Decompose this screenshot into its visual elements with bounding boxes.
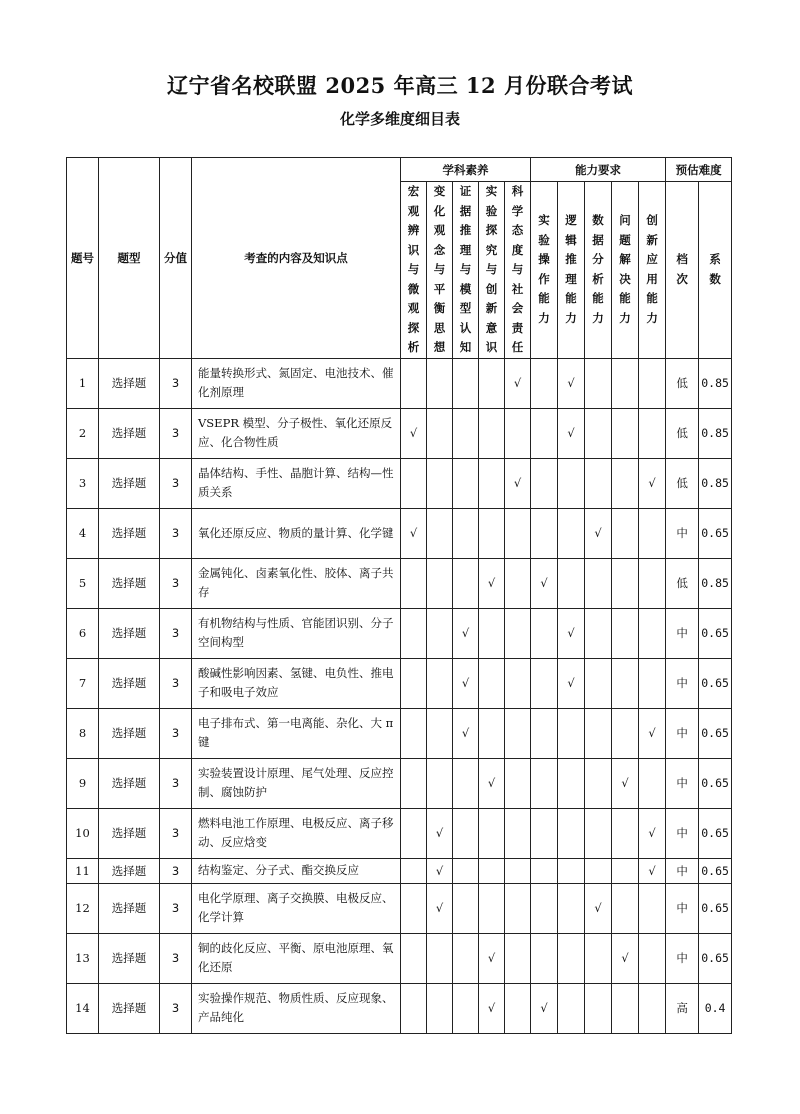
header-literacy-col: 变化观念与平衡思想: [427, 182, 453, 359]
table-body: [67, 358, 732, 1033]
table-row: [67, 408, 732, 458]
ability-check-cell: [585, 358, 612, 408]
row-content: 结构鉴定、分子式、酯交换反应: [192, 858, 401, 883]
header-difficulty: 预估难度: [666, 158, 732, 182]
ability-check-cell: [639, 758, 666, 808]
literacy-check-cell: [427, 608, 453, 658]
row-score: 3: [160, 608, 192, 658]
row-level: 中: [666, 933, 699, 983]
ability-check-cell: [531, 883, 558, 933]
row-type: 选择题: [99, 608, 160, 658]
header-ability-col: 问题解决能力: [612, 182, 639, 359]
ability-check-cell: √: [585, 508, 612, 558]
literacy-check-cell: [453, 758, 479, 808]
ability-check-cell: [531, 858, 558, 883]
header-ability: 能力要求: [531, 158, 666, 182]
ability-check-cell: [585, 933, 612, 983]
ability-check-cell: [558, 558, 585, 608]
ability-check-cell: [585, 983, 612, 1033]
literacy-check-cell: [427, 508, 453, 558]
ability-check-cell: [639, 608, 666, 658]
table-row: [67, 358, 732, 408]
literacy-check-cell: [453, 558, 479, 608]
ability-check-cell: [558, 708, 585, 758]
literacy-check-cell: √: [401, 408, 427, 458]
row-score: 3: [160, 558, 192, 608]
ability-check-cell: √: [558, 408, 585, 458]
ability-check-cell: √: [639, 858, 666, 883]
table-row: [67, 858, 732, 883]
literacy-check-cell: [505, 708, 531, 758]
literacy-check-cell: [401, 658, 427, 708]
row-number: 6: [67, 608, 99, 658]
ability-check-cell: √: [639, 808, 666, 858]
literacy-check-cell: [401, 358, 427, 408]
row-number: 7: [67, 658, 99, 708]
ability-check-cell: [639, 658, 666, 708]
literacy-check-cell: [453, 508, 479, 558]
page-subtitle: 化学多维度细目表: [339, 110, 460, 128]
ability-check-cell: [558, 458, 585, 508]
literacy-check-cell: [453, 883, 479, 933]
literacy-check-cell: [479, 358, 505, 408]
row-score: 3: [160, 408, 192, 458]
literacy-check-cell: [453, 858, 479, 883]
header-literacy-col: 证据推理与模型认知: [453, 182, 479, 359]
ability-check-cell: √: [639, 458, 666, 508]
ability-check-cell: [639, 983, 666, 1033]
row-level: 中: [666, 858, 699, 883]
ability-check-cell: [531, 508, 558, 558]
row-coefficient: 0.65: [699, 658, 732, 708]
row-number: 4: [67, 508, 99, 558]
row-content: 能量转换形式、氮固定、电池技术、催化剂原理: [192, 358, 401, 408]
literacy-check-cell: [401, 858, 427, 883]
literacy-check-cell: [401, 883, 427, 933]
row-number: 2: [67, 408, 99, 458]
literacy-check-cell: [427, 558, 453, 608]
header-ability-col: 实验操作能力: [531, 182, 558, 359]
ability-check-cell: √: [585, 883, 612, 933]
row-type: 选择题: [99, 458, 160, 508]
row-level: 中: [666, 758, 699, 808]
literacy-check-cell: [401, 808, 427, 858]
literacy-check-cell: [479, 608, 505, 658]
row-score: 3: [160, 858, 192, 883]
ability-check-cell: √: [612, 758, 639, 808]
ability-check-cell: [585, 458, 612, 508]
ability-check-cell: [558, 508, 585, 558]
literacy-check-cell: √: [453, 608, 479, 658]
table-row: [67, 458, 732, 508]
ability-check-cell: [612, 408, 639, 458]
row-score: 3: [160, 883, 192, 933]
literacy-check-cell: [427, 933, 453, 983]
literacy-check-cell: [505, 658, 531, 708]
row-coefficient: 0.85: [699, 408, 732, 458]
literacy-check-cell: [479, 858, 505, 883]
row-content: 电子排布式、第一电离能、杂化、大 π 键: [192, 708, 401, 758]
header-level: 档次: [666, 182, 699, 359]
row-coefficient: 0.65: [699, 708, 732, 758]
ability-check-cell: √: [558, 608, 585, 658]
row-number: 13: [67, 933, 99, 983]
ability-check-cell: [639, 883, 666, 933]
row-coefficient: 0.65: [699, 608, 732, 658]
row-content: 燃料电池工作原理、电极反应、离子移动、反应焓变: [192, 808, 401, 858]
ability-check-cell: [639, 558, 666, 608]
literacy-check-cell: [427, 658, 453, 708]
literacy-check-cell: [479, 708, 505, 758]
row-coefficient: 0.4: [699, 983, 732, 1033]
literacy-check-cell: [479, 458, 505, 508]
row-content: 实验装置设计原理、尾气处理、反应控制、腐蚀防护: [192, 758, 401, 808]
table-row: [67, 508, 732, 558]
table-row: [67, 808, 732, 858]
row-coefficient: 0.85: [699, 358, 732, 408]
literacy-check-cell: [505, 883, 531, 933]
table-row: [67, 608, 732, 658]
ability-check-cell: √: [531, 983, 558, 1033]
literacy-check-cell: [401, 933, 427, 983]
literacy-check-cell: [427, 758, 453, 808]
ability-check-cell: [639, 933, 666, 983]
literacy-check-cell: [505, 858, 531, 883]
row-number: 9: [67, 758, 99, 808]
row-content: 电化学原理、离子交换膜、电极反应、化学计算: [192, 883, 401, 933]
table-row: [67, 883, 732, 933]
literacy-check-cell: √: [427, 883, 453, 933]
ability-check-cell: [612, 658, 639, 708]
ability-check-cell: [612, 883, 639, 933]
row-score: 3: [160, 933, 192, 983]
literacy-check-cell: √: [427, 808, 453, 858]
ability-check-cell: √: [531, 558, 558, 608]
row-type: 选择题: [99, 658, 160, 708]
header-type: 题型: [99, 158, 160, 359]
header-coef: 系数: [699, 182, 732, 359]
row-level: 低: [666, 558, 699, 608]
ability-check-cell: [585, 608, 612, 658]
header-ability-col: 创新应用能力: [639, 182, 666, 359]
ability-check-cell: [612, 358, 639, 408]
ability-check-cell: [531, 758, 558, 808]
row-number: 3: [67, 458, 99, 508]
row-score: 3: [160, 758, 192, 808]
header-content: 考查的内容及知识点: [192, 158, 401, 359]
row-type: 选择题: [99, 808, 160, 858]
row-content: 铜的歧化反应、平衡、原电池原理、氧化还原: [192, 933, 401, 983]
row-number: 14: [67, 983, 99, 1033]
ability-check-cell: [612, 858, 639, 883]
literacy-check-cell: [505, 408, 531, 458]
row-content: 酸碱性影响因素、氢键、电负性、推电子和吸电子效应: [192, 658, 401, 708]
literacy-check-cell: [401, 983, 427, 1033]
ability-check-cell: [558, 758, 585, 808]
header-literacy-col: 实验探究与创新意识: [479, 182, 505, 359]
row-content: VSEPR 模型、分子极性、氧化还原反应、化合物性质: [192, 408, 401, 458]
row-number: 12: [67, 883, 99, 933]
ability-check-cell: [531, 658, 558, 708]
literacy-check-cell: [427, 358, 453, 408]
ability-check-cell: [558, 808, 585, 858]
ability-check-cell: [585, 558, 612, 608]
row-score: 3: [160, 983, 192, 1033]
row-type: 选择题: [99, 758, 160, 808]
literacy-check-cell: [401, 558, 427, 608]
row-number: 11: [67, 858, 99, 883]
row-coefficient: 0.65: [699, 858, 732, 883]
ability-check-cell: [585, 708, 612, 758]
literacy-check-cell: √: [479, 758, 505, 808]
literacy-check-cell: [453, 983, 479, 1033]
row-content: 晶体结构、手性、晶胞计算、结构—性质关系: [192, 458, 401, 508]
ability-check-cell: [531, 933, 558, 983]
ability-check-cell: √: [639, 708, 666, 758]
ability-check-cell: [558, 933, 585, 983]
header-literacy-col: 科学态度与社会责任: [505, 182, 531, 359]
literacy-check-cell: [505, 508, 531, 558]
row-content: 金属钝化、卤素氧化性、胶体、离子共存: [192, 558, 401, 608]
header-no: 题号: [67, 158, 99, 359]
literacy-check-cell: [479, 658, 505, 708]
row-score: 3: [160, 658, 192, 708]
ability-check-cell: [585, 408, 612, 458]
row-number: 1: [67, 358, 99, 408]
row-type: 选择题: [99, 558, 160, 608]
literacy-check-cell: [505, 808, 531, 858]
row-content: 氧化还原反应、物质的量计算、化学键: [192, 508, 401, 558]
literacy-check-cell: [453, 358, 479, 408]
row-type: 选择题: [99, 933, 160, 983]
row-type: 选择题: [99, 408, 160, 458]
row-score: 3: [160, 358, 192, 408]
literacy-check-cell: [401, 608, 427, 658]
row-content: 有机物结构与性质、官能团识别、分子空间构型: [192, 608, 401, 658]
ability-check-cell: [531, 408, 558, 458]
row-coefficient: 0.85: [699, 558, 732, 608]
header-score: 分值: [160, 158, 192, 359]
literacy-check-cell: √: [505, 358, 531, 408]
row-coefficient: 0.65: [699, 883, 732, 933]
ability-check-cell: [612, 458, 639, 508]
literacy-check-cell: [427, 983, 453, 1033]
literacy-check-cell: √: [479, 983, 505, 1033]
ability-check-cell: [639, 408, 666, 458]
ability-check-cell: √: [612, 933, 639, 983]
row-coefficient: 0.65: [699, 508, 732, 558]
ability-check-cell: [612, 983, 639, 1033]
ability-check-cell: [612, 808, 639, 858]
table-row: [67, 983, 732, 1033]
literacy-check-cell: [505, 983, 531, 1033]
ability-check-cell: [558, 883, 585, 933]
row-level: 低: [666, 358, 699, 408]
literacy-check-cell: √: [427, 858, 453, 883]
ability-check-cell: [558, 858, 585, 883]
row-content: 实验操作规范、物质性质、反应现象、产品纯化: [192, 983, 401, 1033]
ability-check-cell: [585, 758, 612, 808]
ability-check-cell: √: [558, 358, 585, 408]
row-type: 选择题: [99, 858, 160, 883]
row-level: 中: [666, 658, 699, 708]
header-ability-col: 逻辑推理能力: [558, 182, 585, 359]
ability-check-cell: [639, 358, 666, 408]
literacy-check-cell: [479, 508, 505, 558]
ability-check-cell: [531, 458, 558, 508]
row-type: 选择题: [99, 883, 160, 933]
literacy-check-cell: [453, 808, 479, 858]
literacy-check-cell: [505, 558, 531, 608]
literacy-check-cell: [505, 758, 531, 808]
ability-check-cell: [585, 658, 612, 708]
row-score: 3: [160, 508, 192, 558]
row-score: 3: [160, 808, 192, 858]
literacy-check-cell: [505, 608, 531, 658]
row-coefficient: 0.65: [699, 933, 732, 983]
literacy-check-cell: √: [479, 558, 505, 608]
row-coefficient: 0.65: [699, 758, 732, 808]
ability-check-cell: [585, 808, 612, 858]
literacy-check-cell: [453, 458, 479, 508]
literacy-check-cell: [479, 408, 505, 458]
row-level: 中: [666, 608, 699, 658]
table-row: [67, 658, 732, 708]
row-level: 高: [666, 983, 699, 1033]
row-level: 低: [666, 408, 699, 458]
header-literacy: 学科素养: [401, 158, 531, 182]
row-type: 选择题: [99, 708, 160, 758]
literacy-check-cell: √: [479, 933, 505, 983]
header-ability-col: 数据分析能力: [585, 182, 612, 359]
literacy-check-cell: [453, 933, 479, 983]
literacy-check-cell: [401, 758, 427, 808]
ability-check-cell: [639, 508, 666, 558]
row-level: 中: [666, 708, 699, 758]
row-type: 选择题: [99, 358, 160, 408]
ability-check-cell: [612, 558, 639, 608]
row-score: 3: [160, 458, 192, 508]
ability-check-cell: [585, 858, 612, 883]
literacy-check-cell: [427, 708, 453, 758]
literacy-check-cell: [479, 808, 505, 858]
row-level: 中: [666, 508, 699, 558]
header-literacy-col: 宏观辨识与微观探析: [401, 182, 427, 359]
ability-check-cell: [612, 508, 639, 558]
row-type: 选择题: [99, 983, 160, 1033]
ability-check-cell: [612, 608, 639, 658]
row-type: 选择题: [99, 508, 160, 558]
ability-check-cell: [531, 708, 558, 758]
literacy-check-cell: [427, 458, 453, 508]
literacy-check-cell: [401, 458, 427, 508]
row-coefficient: 0.65: [699, 808, 732, 858]
ability-check-cell: [531, 608, 558, 658]
row-number: 10: [67, 808, 99, 858]
table-row: [67, 558, 732, 608]
table-row: [67, 758, 732, 808]
literacy-check-cell: [479, 883, 505, 933]
row-level: 中: [666, 883, 699, 933]
literacy-check-cell: √: [453, 708, 479, 758]
literacy-check-cell: [427, 408, 453, 458]
table-row: [67, 708, 732, 758]
literacy-check-cell: √: [453, 658, 479, 708]
ability-check-cell: √: [558, 658, 585, 708]
row-coefficient: 0.85: [699, 458, 732, 508]
row-level: 中: [666, 808, 699, 858]
ability-check-cell: [531, 808, 558, 858]
page-title: 辽宁省名校联盟 2025 年高三 12 月份联合考试: [167, 73, 633, 98]
literacy-check-cell: √: [401, 508, 427, 558]
ability-check-cell: [558, 983, 585, 1033]
literacy-check-cell: [505, 933, 531, 983]
row-score: 3: [160, 708, 192, 758]
ability-check-cell: [612, 708, 639, 758]
ability-check-cell: [531, 358, 558, 408]
table-row: [67, 933, 732, 983]
row-number: 5: [67, 558, 99, 608]
literacy-check-cell: √: [505, 458, 531, 508]
literacy-check-cell: [401, 708, 427, 758]
row-level: 低: [666, 458, 699, 508]
literacy-check-cell: [453, 408, 479, 458]
row-number: 8: [67, 708, 99, 758]
spec-table: [66, 157, 732, 1034]
